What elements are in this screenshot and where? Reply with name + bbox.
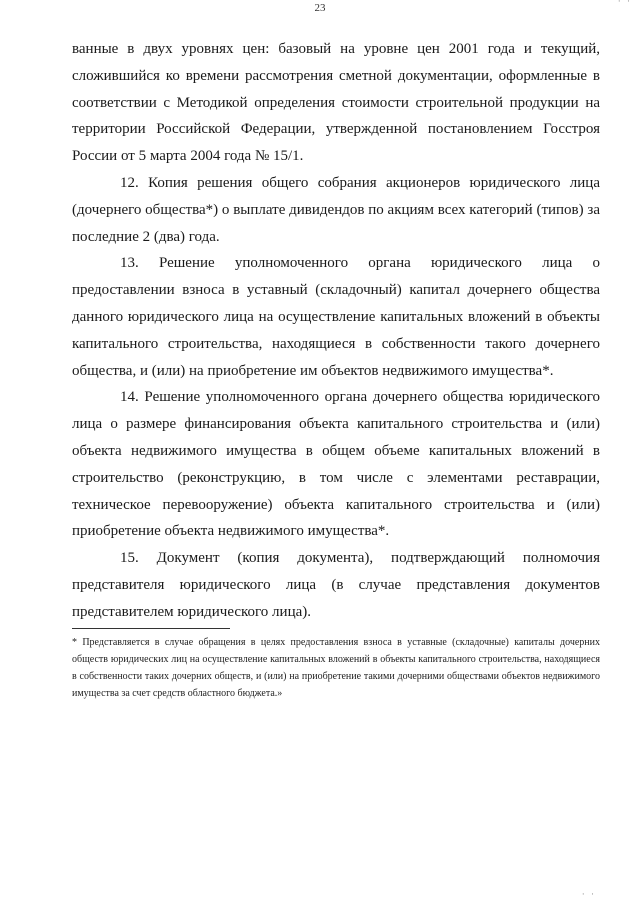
paragraph-item-12: 12. Копия решения общего собрания акционеров юридического лица (дочернего общества*) о выплате дивидендов по акциям всех категорий (типов) за последние 2 (два) года. — [72, 174, 600, 245]
document-body — [72, 36, 600, 626]
paragraph-item-15: 15. Документ (копия документа), подтверждающий полномочия представителя юридического лица (в случае представления документов представителем юридического лица). — [72, 550, 600, 620]
footnote: * Представляется в случае обращения в целях предоставления взноса в уставные (складочные) капиталы дочерних обществ юридических лиц на осуществление капитальных вложений в объекты капитального строительства, находящиеся в собственности таких дочерних обществ, и (или) на приобретение такими дочерними обществами объектов недвижимого имущества за счет средств областного бюджета.» — [72, 637, 600, 699]
scan-artifact-top: · · — [617, 0, 632, 6]
scan-artifact-bottom: · · — [581, 889, 596, 899]
footnote-separator — [72, 628, 230, 629]
paragraph-item-13: 13. Решение уполномоченного органа юридического лица о предоставлении взноса в уставный (складочный) капитал дочернего общества данного юридического лица на осуществление капитальных вложений в объекты капитального строительства, находящиеся в собственности такого дочернего общества, и (или) на приобретение им объектов недвижимого имущества*. — [72, 255, 600, 379]
paragraph-item-14: 14. Решение уполномоченного органа дочернего общества юридического лица о размере финансирования объекта капитального строительства и (или) объекта недвижимого имущества в общем объеме капитальных вложений в строительство (реконструкцию, в том числе с элементами реставрации, техническое перевооружение) объекта капитального строительства и (или) приобретение объекта недвижимого имущества*. — [72, 389, 600, 540]
page-number: 23 — [314, 2, 326, 14]
paragraph-continuation: ванные в двух уровнях цен: базовый на уровне цен 2001 года и текущий, сложившийся ко времени рассмотрения сметной документации, оформленные в соответствии с Методикой определения стоимости строительной продукции на территории Российской Федерации, утвержденной постановлением Госстроя России от 5 марта 2004 года № 15/1. — [72, 41, 600, 165]
